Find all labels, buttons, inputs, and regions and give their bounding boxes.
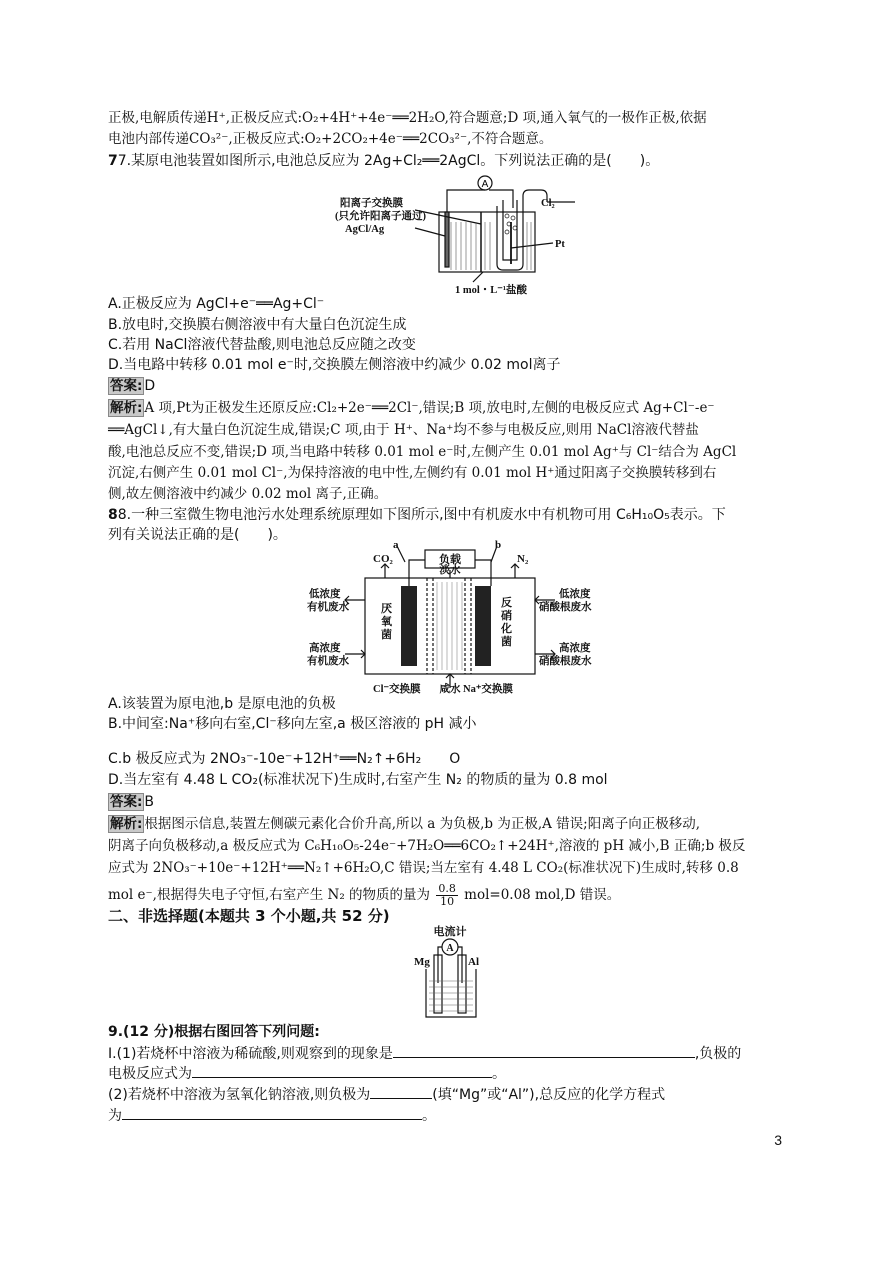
right-bottom-label: 高浓度 [559, 643, 591, 654]
mg-al-cell-figure [410, 925, 490, 1023]
hcl-label: 1 mol・L⁻¹盐酸 [455, 285, 527, 296]
membrane-label: 阳离子交换膜 [340, 198, 403, 209]
option-8b: B.中间室:Na⁺移向右室,Cl⁻移向左室,a 极区溶液的 pH 减小 [108, 716, 477, 732]
denitrifier-label: 菌 [501, 636, 512, 648]
text-line: 酸,电池总反应不变,错误;D 项,当电路中转移 0.01 mol e⁻时,左侧产生 0.01 mol Ag⁺与 Cl⁻结合为 AgCl [108, 444, 737, 460]
text-line: mol e⁻,根据得失电子守恒,右室产生 N₂ 的物质的量为 $\frac{0.8}{10}$ mol=0.08 mol,D 错误。 [108, 882, 621, 908]
left-bottom-label: 高浓度 [309, 643, 341, 654]
al-label: Al [468, 956, 479, 968]
fresh-water-label: 淡水 [439, 565, 461, 576]
question-7: 77.某原电池装置如图所示,电池总反应为 2Ag+Cl₂══2AgCl。下列说法正确的是( )。 [108, 153, 660, 169]
question-9: 9.(12 分)根据右图回答下列问题: [108, 1024, 320, 1040]
denitrifier-label: 化 [501, 623, 512, 635]
question-8-cont: 列有关说法正确的是( )。 [108, 527, 287, 543]
text-line: 正极,电解质传递H⁺,正极反应式:O₂+4H⁺+4e⁻══2H₂O,符合题意;D 项,通入氧气的一极作正极,依据 [108, 110, 707, 126]
answer-blank[interactable] [192, 1062, 492, 1078]
left-top-label: 低浓度 [309, 589, 341, 600]
option-8d: D.当左室有 4.48 L CO₂(标准状况下)生成时,右室产生 N₂ 的物质的量为 0.8 mol [108, 772, 608, 788]
left-bottom-label: 有机废水 [307, 656, 349, 667]
answer-7: 答案: D [110, 378, 156, 394]
load-label: 负载 [439, 554, 461, 566]
text-line: 沉淀,右侧产生 0.01 mol Cl⁻,为保持溶液的电中性,左侧约有 0.01 mol H⁺通过阳离子交换膜转移到右 [108, 465, 717, 481]
option-7b: B.放电时,交换膜右侧溶液中有大量白色沉淀生成 [108, 317, 407, 333]
right-top-label: 低浓度 [559, 589, 591, 600]
answer-blank[interactable] [122, 1104, 422, 1120]
anaerobe-label: 厌 [381, 603, 392, 615]
microbial-cell-figure [305, 540, 595, 700]
anaerobe-label: 菌 [381, 629, 392, 641]
answer-blank[interactable] [370, 1083, 432, 1099]
explanation-8: 解析: 根据图示信息,装置左侧碳元素化合价升高,所以 a 为负极,b 为正极,A 错误;阳离子向正极移动, [110, 816, 701, 832]
right-bottom-label: 硝酸根废水 [539, 656, 592, 667]
text-line: 侧,故左侧溶液中约减少 0.02 mol 离子,正确。 [108, 486, 388, 502]
question-9-part1: Ⅰ.(1)若烧杯中溶液为稀硫酸,则观察到的现象是 ,负极的 [108, 1042, 741, 1064]
co2-label: CO₂ [373, 553, 393, 565]
question-9-part1-cont: 电极反应式为 。 [108, 1062, 506, 1084]
cl-membrane-label: Cl⁻交换膜 [373, 684, 421, 695]
electrode-b-label: b [495, 540, 502, 551]
text-line: ══AgCl↓,有大量白色沉淀生成,错误;C 项,由于 H⁺、Na⁺均不参与电极反应,则用 NaCl溶液代替盐 [108, 422, 699, 438]
galvanic-cell-figure [335, 172, 575, 297]
page-number: 3 [774, 1132, 782, 1148]
section-heading: 二、非选择题(本题共 3 个小题,共 52 分) [108, 907, 390, 925]
electrode-a-label: a [393, 540, 399, 551]
left-top-label: 有机废水 [307, 602, 349, 613]
option-7c: C.若用 NaCl溶液代替盐酸,则电池总反应随之改变 [108, 337, 416, 353]
mg-label: Mg [414, 956, 430, 968]
anaerobe-label: 氧 [381, 616, 392, 628]
ammeter-label: A [446, 943, 454, 954]
n2-label: N₂ [517, 553, 529, 565]
question-8: 88.一种三室微生物电池污水处理系统原理如下图所示,图中有机废水中有机物可用 C₆H₁₀O₅表示。下 [108, 507, 726, 523]
ammeter-label: A [481, 179, 489, 190]
denitrifier-label: 反 [501, 597, 512, 609]
question-9-part2: (2)若烧杯中溶液为氢氧化钠溶液,则负极为 (填“Mg”或“Al”),总反应的化学方程式 [108, 1083, 665, 1105]
option-8a: A.该装置为原电池,b 是原电池的负极 [108, 696, 336, 712]
pt-label: Pt [555, 239, 565, 250]
answer-8: 答案: B [110, 794, 155, 810]
na-membrane-label: Na⁺交换膜 [463, 684, 513, 695]
text-line: 应式为 2NO₃⁻+10e⁻+12H⁺══N₂↑+6H₂O,C 错误;当左室有 4.48 L CO₂(标准状况下)生成时,转移 0.8 [108, 860, 739, 876]
fraction: $\frac{0.8}{10}$ [438, 882, 456, 908]
denitrifier-label: 硝 [501, 610, 512, 622]
explanation-7: 解析: A 项,Pt为正极发生还原反应:Cl₂+2e⁻══2Cl⁻,错误;B 项,放电时,左侧的电极反应式 Ag+Cl⁻-e⁻ [110, 400, 715, 416]
text-line: 电池内部传递CO₃²⁻,正极反应式:O₂+2CO₂+4e⁻══2CO₃²⁻,不符合题意。 [108, 131, 553, 147]
option-7d: D.当电路中转移 0.01 mol e⁻时,交换膜左侧溶液中约减少 0.02 mol离子 [108, 357, 561, 373]
text-line: 阴离子向负极移动,a 极反应式为 C₆H₁₀O₅-24e⁻+7H₂O══6CO₂↑+24H⁺,溶液的 pH 减小,B 正确;b 极反 [108, 838, 746, 854]
answer-blank[interactable] [393, 1042, 695, 1058]
membrane-note: (只允许阳离子通过) [335, 211, 426, 222]
question-9-part2-cont: 为 。 [108, 1104, 436, 1126]
salt-water-label: 咸水 [439, 684, 461, 695]
agcl-electrode-label: AgCl/Ag [345, 224, 385, 235]
meter-label: 电流计 [433, 926, 467, 938]
cl2-label: Cl₂ [541, 198, 555, 209]
option-8c: C.b 极反应式为 2NO₃⁻-10e⁻+12H⁺══N₂↑+6H₂ O [108, 751, 461, 767]
right-top-label: 硝酸根废水 [539, 602, 592, 613]
option-7a: A.正极反应为 AgCl+e⁻══Ag+Cl⁻ [108, 296, 325, 312]
